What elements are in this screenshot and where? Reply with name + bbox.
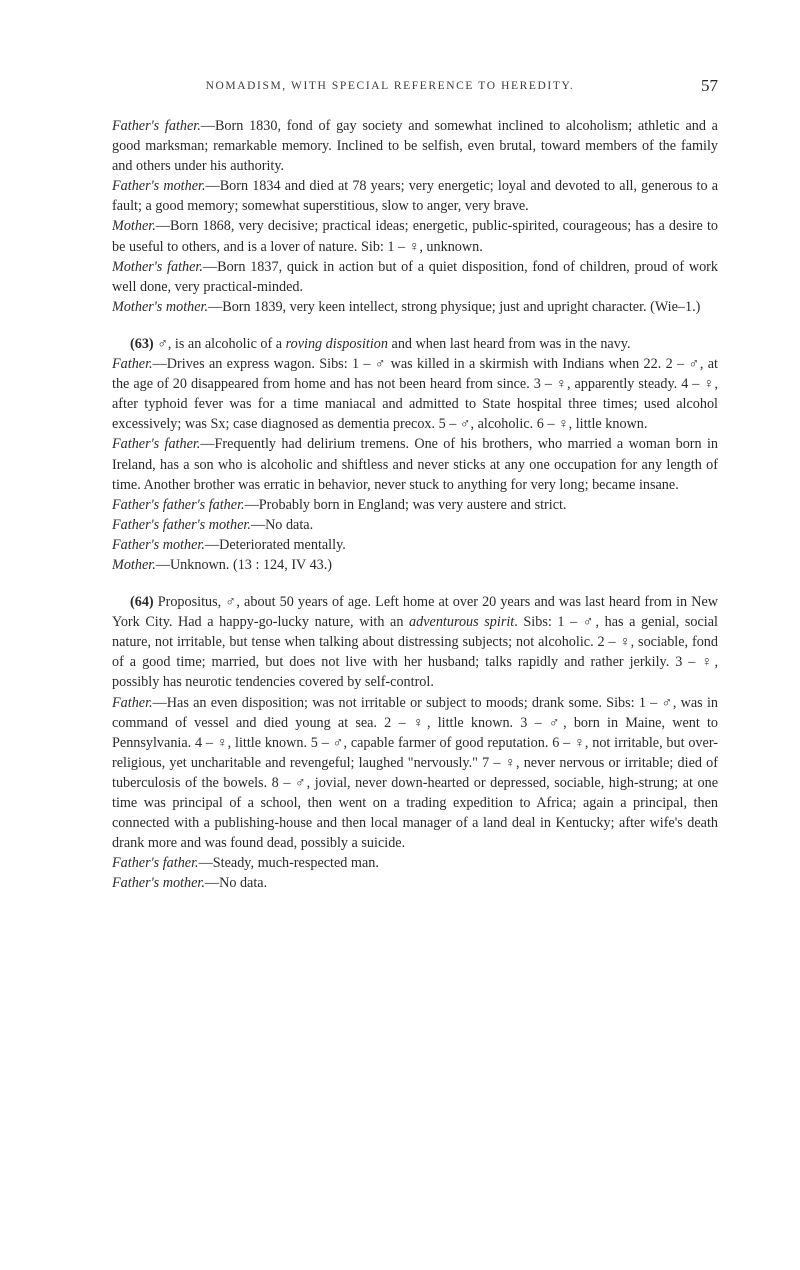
running-head: NOMADISM, WITH SPECIAL REFERENCE TO HEREDITY. xyxy=(205,80,575,92)
pedigree-entry xyxy=(112,257,718,297)
entry-label: Father's father's mother. xyxy=(112,516,251,533)
entry-text: —Born 1830, fond of gay society and somewhat inclined to alcoholism; athletic and a good marksman; remarkable memory. Inclined to be selfish, even brutal, toward members of the family and others under his authority. xyxy=(112,118,718,175)
entry-text: —Born 1837, quick in action but of a quiet disposition, fond of children, proud of work well done, very practical-minded. xyxy=(112,258,718,295)
pedigree-entry xyxy=(112,535,718,555)
pedigree-entry xyxy=(112,555,718,575)
pedigree-entry xyxy=(112,515,718,535)
entry-text: —Frequently had delirium tremens. One of his brothers, who married a woman born in Ireland, has a son who is alcoholic and shiftless and never sticks at any one occupation for any length of time. Another brother was erratic in behavior, never stuck to anything for very long; became insane. xyxy=(112,436,718,493)
entry-text: —Steady, much-respected man. xyxy=(198,855,379,872)
entry-label: Mother's mother. xyxy=(112,298,209,315)
entry-label: Mother. xyxy=(112,218,156,235)
case-number: (64) xyxy=(130,594,154,611)
entry-label: Father's father. xyxy=(112,436,201,453)
case-text: . Sibs: 1 – ♂, has a genial, social nature, not irritable, but tense when talking about distressing subjects; not alcoholic. 2 – ♀, sociable, fond of a good time; married, but does not live with her husband; talks rapidly and rather jerkily. 3 – ♀, possibly has neurotic tendencies covered by self-control. xyxy=(112,614,718,691)
pedigree-entry xyxy=(112,176,718,216)
entry-text: —No data. xyxy=(204,875,268,892)
entry-text: —Probably born in England; was very austere and strict. xyxy=(244,496,567,513)
pedigree-entry xyxy=(112,693,718,854)
case-number: (63) xyxy=(130,335,154,352)
entry-text: —Deteriorated mentally. xyxy=(204,536,346,553)
pedigree-entry xyxy=(112,216,718,256)
entry-text: —Born 1834 and died at 78 years; very energetic; loyal and devoted to all, generous to a fault; a good memory; somewhat superstitious, slow to anger, very brave. xyxy=(112,178,718,215)
entry-label: Father's father. xyxy=(112,118,201,134)
pedigree-entry xyxy=(112,853,718,873)
case-text: ♂, is an alcoholic of a xyxy=(153,335,286,352)
page-body xyxy=(112,116,718,893)
entry-text: —Has an even disposition; was not irritable or subject to moods; drank some. Sibs: 1 – ♂, was in command of vessel and died young at sea. 2 – ♀, little known. 3 – ♂, born in Maine, went to Pennsylvania. 4 – ♀, little known. 5 – ♂, capable farmer of good reputation. 6 – ♀, not irritable, but over-religious, yet uncharitable and revengeful; laughed "nervously." 7 – ♀, never nervous or irritable; died of tuberculosis of the bowels. 8 – ♂, jovial, never down-hearted or depressed, sociable, high-strung; at one time was principal of a school, then went on a trading expedition to Africa; again a principal, then connected with a publishing-house and then local manager of a land deal in Kentucky; after wife's death drank more and was found dead, possibly a suicide. xyxy=(112,694,718,852)
pedigree-entry xyxy=(112,873,718,893)
entry-text: —Unknown. (13 : 124, IV 43.) xyxy=(155,556,333,573)
entry-label: Father. xyxy=(112,694,153,711)
entry-label: Mother. xyxy=(112,556,156,573)
pedigree-entry xyxy=(112,354,718,434)
entry-label: Father's mother. xyxy=(112,178,206,195)
pedigree-entry xyxy=(112,495,718,515)
case-text: and when last heard from was in the navy. xyxy=(387,335,631,352)
entry-label: Father's mother. xyxy=(112,875,205,892)
entry-text: —Born 1839, very keen intellect, strong physique; just and upright character. (Wie–1.) xyxy=(208,298,701,315)
case-paragraph xyxy=(112,592,718,692)
pedigree-entry xyxy=(112,434,718,494)
case-emphasis: roving disposition xyxy=(285,335,388,352)
case-paragraph xyxy=(112,334,718,354)
page-number: 57 xyxy=(701,76,718,95)
entry-label: Father's mother. xyxy=(112,536,205,553)
entry-label: Father. xyxy=(112,356,153,373)
pedigree-entry xyxy=(112,116,718,176)
entry-label: Father's father. xyxy=(112,855,199,872)
entry-label: Mother's father. xyxy=(112,258,203,275)
entry-text: —Born 1868, very decisive; practical ideas; energetic, public-spirited, courageous; has a desire to be useful to others, and is a lover of nature. Sib: 1 – ♀, unknown. xyxy=(112,218,718,255)
entry-text: —No data. xyxy=(250,516,314,533)
entry-label: Father's father's father. xyxy=(112,496,245,513)
page-header xyxy=(112,76,718,100)
case-emphasis: adventurous spirit xyxy=(409,614,515,631)
entry-text: —Drives an express wagon. Sibs: 1 – ♂ was killed in a skirmish with Indians when 22. 2 – ♂, at the age of 20 disappeared from home and has not been heard from since. 3 – ♀, apparently steady. 4 – ♀, after typhoid fever was for a time maniacal and admitted to State hospital three times; used alcohol excessively; was Sx; case diagnosed as dementia precox. 5 – ♂, alcoholic. 6 – ♀, little known. xyxy=(112,356,718,433)
pedigree-entry xyxy=(112,297,718,317)
case-text: Propositus, ♂, about 50 years of age. Left home at over 20 years and was last heard from in New York City. Had a happy-go-lucky nature, with an xyxy=(112,594,718,631)
